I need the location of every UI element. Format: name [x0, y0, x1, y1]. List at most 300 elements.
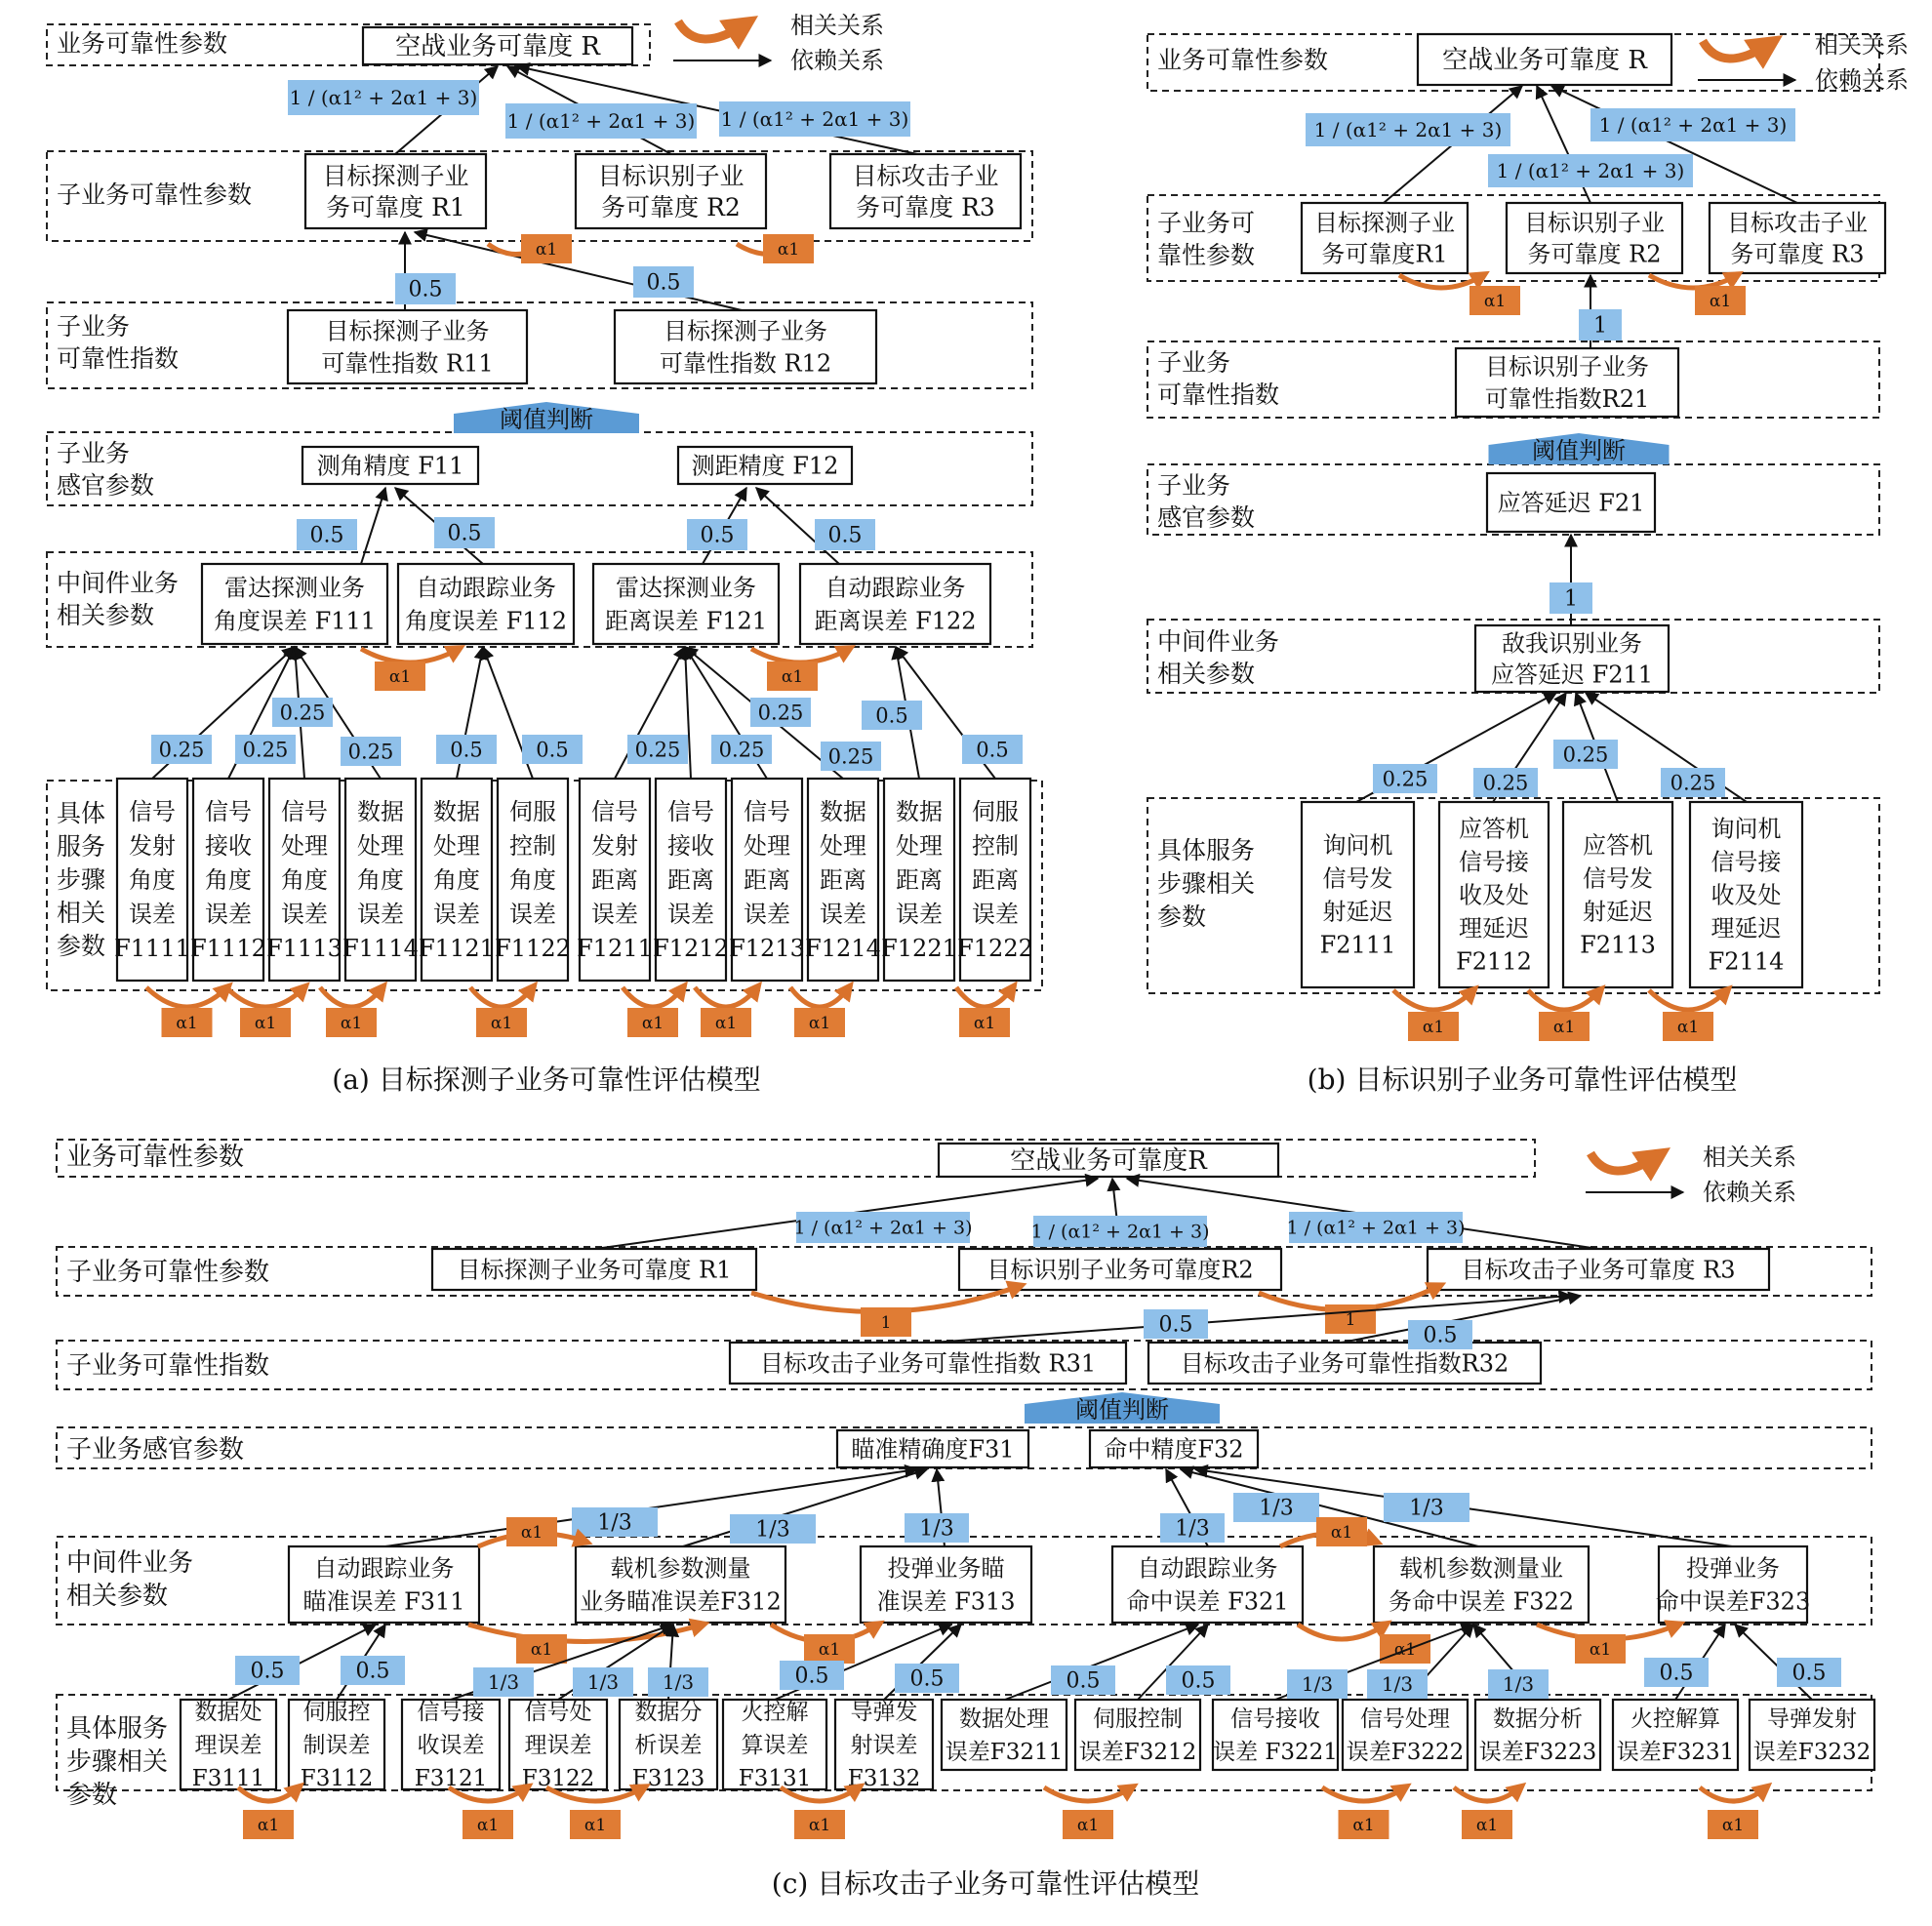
alpha-tag-text: α1 [781, 667, 804, 687]
service-step-node-text: F1214 [805, 934, 881, 962]
service-step-node-text: 理延迟 [1459, 914, 1529, 943]
panel-c-attack-model [57, 1140, 1874, 1900]
weight-third-text: 1/3 [755, 1517, 790, 1543]
weight-half-text: 0.5 [408, 277, 443, 302]
service-step-node-text: 收及处 [1459, 881, 1529, 909]
legend-dependency-label: 依赖关系 [790, 47, 884, 74]
sub-reliability-node-text: 务可靠度 R2 [601, 192, 741, 221]
weight-quarter-text: 0.25 [279, 701, 326, 725]
service-step-node-text: 误差F3232 [1752, 1740, 1872, 1766]
alpha-tag-text: α1 [254, 1014, 277, 1033]
alpha-tag-text: α1 [973, 1014, 996, 1033]
service-step-node-text: F2111 [1319, 931, 1396, 959]
service-step-node-text: 角度 [281, 865, 328, 894]
service-step-node-text: 误差 [591, 900, 638, 928]
sub-reliability-node-text: 目标探测子业务可靠度 R1 [457, 1256, 732, 1284]
service-step-node-text: 数据 [357, 797, 404, 825]
service-step-node-text: F1213 [729, 934, 805, 962]
service-step-node-text: 信号接 [1711, 848, 1782, 876]
service-step-node-text: 信号 [281, 797, 328, 825]
middleware-node-text: 自动跟踪业务 [825, 574, 966, 602]
alpha-tag-text: α1 [340, 1014, 363, 1033]
service-step-node-text: 接收 [667, 831, 714, 860]
middleware-node-text: 投弹业务瞄 [887, 1554, 1005, 1583]
alpha-tag-one-text: 1 [1345, 1310, 1356, 1330]
layer-frame [47, 302, 1032, 388]
alpha-tag-text: α1 [641, 1014, 664, 1033]
middleware-node-text: 载机参数测量 [610, 1554, 751, 1583]
service-step-node-text: F3111 [191, 1766, 265, 1792]
layer-label: 参数 [57, 932, 106, 960]
weight-half-text: 0.5 [355, 1659, 390, 1684]
weight-half-text: 0.5 [827, 523, 863, 548]
service-step-node-text: 信号发 [1322, 864, 1393, 893]
sub-reliability-node-text: 目标探测子业 [322, 161, 469, 190]
weight-half-text: 0.5 [536, 738, 569, 762]
service-step-node-text: F3123 [631, 1766, 705, 1792]
layer-label: 子业务可靠性参数 [66, 1258, 270, 1287]
service-step-node-text: F3121 [414, 1766, 488, 1792]
weight-third-text: 1/3 [597, 1510, 632, 1536]
weight-third-text: 1/3 [586, 1670, 620, 1694]
layer-label: 子业务 [1157, 348, 1231, 377]
sub-reliability-node-text: 务可靠度 R2 [1527, 240, 1662, 268]
layer-label: 可靠性指数 [57, 344, 180, 373]
service-step-node-text: 射延迟 [1322, 898, 1393, 926]
index-node-text: 可靠性指数 R12 [659, 349, 832, 378]
panel-b-identification-model [1147, 31, 1909, 1096]
weight-half-text: 0.5 [447, 521, 482, 546]
service-step-node-text: F1221 [881, 934, 957, 962]
correlation-arrow [751, 649, 849, 662]
service-step-node-text: 信号接收 [1230, 1706, 1320, 1733]
legend-correlation-label: 相关关系 [790, 12, 884, 39]
alpha-tag-text: α1 [1709, 292, 1732, 311]
service-step-node-text: 信号 [205, 797, 252, 825]
weight-half-text: 0.5 [794, 1664, 829, 1689]
sub-reliability-node-text: 目标攻击子业 [1727, 209, 1868, 237]
service-step-node-text: 处理 [820, 831, 866, 860]
panel-a-caption: (a) 目标探测子业务可靠性评估模型 [332, 1063, 761, 1096]
service-step-node-text: 发射 [591, 831, 638, 860]
alpha-tag-text: α1 [520, 1523, 543, 1543]
layer-label: 参数 [1157, 903, 1207, 931]
sub-reliability-node-text: 务可靠度 R1 [326, 192, 465, 221]
weight-half-text: 0.5 [1791, 1661, 1827, 1686]
top-node-text: 空战业务可靠度R [1010, 1146, 1207, 1177]
weight-top-text: 1 / (α1² + 2α1 + 3) [1286, 1217, 1466, 1239]
sub-reliability-node-text: 目标攻击子业 [852, 161, 999, 190]
alpha-tag-text: α1 [714, 1014, 738, 1033]
middleware-node-text: 瞄准误差 F311 [302, 1587, 465, 1616]
layer-label: 感官参数 [1157, 503, 1256, 532]
sense-node-text: 测距精度 F12 [691, 452, 839, 480]
service-step-node-text: 误差 [820, 900, 866, 928]
middleware-node-text: 应答延迟 F211 [1490, 661, 1654, 689]
middleware-node-text: 敌我识别业务 [1502, 629, 1642, 658]
sub-reliability-node-text: 务可靠度 R3 [856, 192, 995, 221]
layer-label: 中间件业务 [1157, 627, 1280, 656]
weight-one-text: 1 [1564, 586, 1578, 612]
service-step-node-text: 角度 [433, 865, 480, 894]
threshold-label: 阈值判断 [1075, 1396, 1169, 1424]
service-step-node-text: 误差 [744, 900, 790, 928]
service-step-node-text: F1113 [266, 934, 342, 962]
service-step-node-text: 导弹发射 [1767, 1706, 1857, 1733]
service-step-node-text: F1212 [653, 934, 729, 962]
service-step-node-text: F1121 [419, 934, 495, 962]
service-step-node-text: 理误差 [194, 1733, 262, 1759]
weight-quarter-text: 0.25 [347, 740, 394, 764]
threshold-label: 阈值判断 [1532, 437, 1626, 464]
service-step-node-text: F1122 [495, 934, 571, 962]
weight-third-text: 1/3 [919, 1516, 954, 1542]
index-node-text: 可靠性指数R21 [1484, 384, 1650, 413]
weight-quarter-text: 0.25 [1482, 771, 1529, 795]
alpha-tag-text: α1 [476, 1816, 500, 1835]
service-step-node-text: 信号处理 [1360, 1706, 1450, 1733]
service-step-node-text: 处理 [744, 831, 790, 860]
middleware-node-text: 雷达探测业务 [224, 574, 365, 602]
layer-label: 相关参数 [57, 601, 155, 629]
service-step-node-text: 数据分 [634, 1700, 703, 1726]
alpha-tag-text: α1 [1552, 1018, 1576, 1037]
correlation-legend-icon [678, 21, 746, 39]
layer-label: 业务可靠性参数 [57, 29, 228, 58]
service-step-node-text: 距离 [744, 865, 790, 894]
service-step-node [1563, 802, 1672, 987]
service-step-node-text: 处理 [433, 831, 480, 860]
service-step-node-text: 距离 [972, 865, 1019, 894]
layer-label: 子业务可靠性参数 [57, 181, 253, 209]
correlation-legend-icon [1590, 1153, 1659, 1171]
layer-label: 中间件业务 [57, 569, 180, 597]
layer-label: 子业务 [57, 439, 131, 467]
weight-half-text: 0.5 [646, 270, 681, 296]
service-step-node-text: 误差F3231 [1616, 1740, 1735, 1766]
layer-label: 相关 [57, 899, 106, 927]
weight-top-text: 1 / (α1² + 2α1 + 3) [793, 1217, 973, 1239]
weight-half-text: 0.5 [1181, 1668, 1216, 1694]
weight-quarter-text: 0.25 [827, 744, 874, 769]
weight-third-text: 1/3 [1301, 1672, 1334, 1696]
alpha-tag-text: α1 [1393, 1640, 1417, 1660]
layer-label: 感官参数 [57, 471, 155, 500]
service-step-node-text: F1211 [577, 934, 653, 962]
sense-node-text: 应答延迟 F21 [1497, 489, 1645, 517]
alpha-tag-text: α1 [535, 240, 558, 260]
service-step-node-text: 应答机 [1459, 815, 1529, 843]
layer-label: 业务可靠性参数 [66, 1143, 245, 1172]
service-step-node-text: F3122 [521, 1766, 595, 1792]
alpha-tag-text: α1 [1422, 1018, 1445, 1037]
weight-quarter-text: 0.25 [757, 701, 804, 725]
correlation-arrow [1298, 1625, 1386, 1639]
weight-one-text: 1 [1593, 313, 1607, 339]
service-step-node-text: 算误差 [741, 1733, 809, 1759]
service-step-node-text: 应答机 [1583, 831, 1653, 860]
legend-dependency-label: 依赖关系 [1703, 1179, 1796, 1206]
layer-label: 子业务感官参数 [66, 1435, 245, 1465]
service-step-node-text: 数据分析 [1493, 1706, 1583, 1733]
panel-b-caption: (b) 目标识别子业务可靠性评估模型 [1307, 1063, 1738, 1096]
alpha-tag-text: α1 [777, 240, 800, 260]
middleware-node-text: 自动跟踪业务 [1137, 1554, 1278, 1583]
service-step-node-text: 误差 [972, 900, 1019, 928]
weight-top-text: 1 / (α1² + 2α1 + 3) [1496, 159, 1685, 182]
sense-node-text: 瞄准精确度F31 [851, 1435, 1015, 1464]
alpha-tag-text: α1 [176, 1014, 198, 1033]
service-step-node-text: F2112 [1456, 947, 1532, 976]
middleware-node-text: 雷达探测业务 [616, 574, 756, 602]
service-step-node-text: 数据 [433, 797, 480, 825]
sub-reliability-node-text: 目标探测子业 [1314, 209, 1455, 237]
alpha-tag-text: α1 [1330, 1523, 1353, 1543]
dependency-edge [361, 488, 385, 564]
service-step-node-text: 数据 [820, 797, 866, 825]
service-step-node-text: 理误差 [524, 1733, 592, 1759]
sub-reliability-node-text: 目标攻击子业务可靠度 R3 [1461, 1256, 1736, 1284]
middleware-node-text: 命中误差 F321 [1126, 1587, 1289, 1616]
service-step-node-text: 信号 [591, 797, 638, 825]
service-step-node-text: 距离 [591, 865, 638, 894]
alpha-tag-text: α1 [1721, 1816, 1745, 1835]
weight-half-text: 0.5 [909, 1666, 945, 1692]
layer-label: 具体服务 [1157, 836, 1256, 864]
alpha-tag-text: α1 [1589, 1640, 1612, 1660]
layer-label: 参数 [66, 1781, 118, 1810]
alpha-tag-text: α1 [1076, 1816, 1100, 1835]
sub-reliability-node-text: 目标识别子业务可靠度R2 [986, 1256, 1254, 1284]
weight-half-text: 0.5 [1066, 1668, 1101, 1694]
service-step-node-text: 信号发 [1583, 864, 1653, 893]
service-step-node-text: 询问机 [1322, 831, 1393, 860]
dependency-edge [932, 1296, 1571, 1343]
service-step-node-text: 信号接 [417, 1700, 485, 1726]
service-step-node-text: 误差 [896, 900, 943, 928]
sub-reliability-node-text: 目标识别子业 [597, 161, 745, 190]
layer-frame [47, 432, 1032, 505]
weight-top-text: 1 / (α1² + 2α1 + 3) [1030, 1221, 1210, 1243]
service-step-node-text: 信号 [667, 797, 714, 825]
weight-third-text: 1/3 [1259, 1496, 1294, 1521]
service-step-node-text: 伺服 [509, 797, 556, 825]
service-step-node-text: 控制 [509, 831, 556, 860]
service-step-node-text: 信号处 [524, 1700, 592, 1726]
index-node-text: 目标探测子业务 [664, 317, 827, 345]
layer-label: 相关参数 [66, 1582, 169, 1611]
correlation-arrow [361, 649, 459, 662]
index-node-text: 目标攻击子业务可靠性指数 R31 [759, 1349, 1097, 1378]
weight-half-text: 0.5 [309, 523, 344, 548]
index-node-text: 目标探测子业务 [325, 317, 490, 345]
middleware-node-text: 务命中误差 F322 [1388, 1587, 1575, 1616]
layer-label: 靠性参数 [1157, 241, 1256, 269]
service-step-node-text: 距离 [667, 865, 714, 894]
service-step-node-text: 导弹发 [850, 1700, 918, 1726]
service-step-node-text: 角度 [509, 865, 556, 894]
service-step-node-text: F1222 [957, 934, 1033, 962]
layer-label: 子业务 [1157, 471, 1231, 500]
layer-label: 服务 [57, 832, 106, 861]
weight-top-text: 1 / (α1² + 2α1 + 3) [1313, 118, 1503, 141]
service-step-node-text: 射误差 [850, 1733, 918, 1759]
service-step-node-text: 收及处 [1711, 881, 1782, 909]
service-step-node-text: F1111 [114, 934, 190, 962]
weight-third-text: 1/3 [662, 1670, 695, 1694]
service-step-node-text: 理延迟 [1711, 914, 1782, 943]
service-step-node-text: 射延迟 [1583, 898, 1653, 926]
service-step-node-text: 伺服 [972, 797, 1019, 825]
panel-c-caption: (c) 目标攻击子业务可靠性评估模型 [771, 1867, 1200, 1900]
service-step-node-text: 数据处 [194, 1700, 262, 1726]
service-step-node-text: 处理 [896, 831, 943, 860]
service-step-node-text: 信号接 [1459, 848, 1529, 876]
service-step-node-text: 距离 [820, 865, 866, 894]
middleware-node-text: 距离误差 F121 [604, 607, 768, 635]
alpha-tag-text: α1 [1352, 1816, 1375, 1835]
layer-label: 相关参数 [1157, 660, 1256, 688]
service-step-node-text: 数据 [896, 797, 943, 825]
service-step-node-text: 角度 [205, 865, 252, 894]
weight-quarter-text: 0.25 [158, 738, 205, 762]
middleware-node-text: 角度误差 F112 [404, 607, 568, 635]
service-step-node-text: 误差 [281, 900, 328, 928]
service-step-node-text: 接收 [205, 831, 252, 860]
weight-half-text: 0.5 [1659, 1661, 1694, 1686]
index-node-text: 目标识别子业务 [1485, 352, 1649, 381]
service-step-node-text: 伺服控 [302, 1700, 371, 1726]
sub-reliability-node-text: 务可靠度 R3 [1730, 240, 1865, 268]
layer-label: 具体 [57, 799, 106, 827]
layer-frame [57, 1140, 1535, 1177]
service-step-node-text: 控制 [972, 831, 1019, 860]
service-step-node-text: 角度 [357, 865, 404, 894]
service-step-node-text: 误差 [667, 900, 714, 928]
middleware-node-text: 角度误差 F111 [213, 607, 377, 635]
layer-label: 可靠性指数 [1157, 381, 1280, 409]
weight-third-text: 1/3 [487, 1670, 520, 1694]
legend-correlation-label: 相关关系 [1703, 1144, 1796, 1171]
layer-label: 步骤相关 [66, 1747, 169, 1777]
layer-label: 子业务可靠性指数 [66, 1351, 270, 1381]
weight-half-text: 0.5 [976, 738, 1009, 762]
layer-label: 子业务 [57, 312, 131, 341]
service-step-node-text: 信号 [744, 797, 790, 825]
service-step-node-text: F2114 [1708, 947, 1785, 976]
alpha-tag-one-text: 1 [880, 1313, 892, 1333]
legend-correlation-label: 相关关系 [1815, 31, 1909, 59]
service-step-node-text: 询问机 [1711, 815, 1782, 843]
service-step-node-text: 误差F3212 [1078, 1740, 1197, 1766]
weight-half-text: 0.5 [1423, 1323, 1458, 1348]
service-step-node-text: 误差 [129, 900, 176, 928]
alpha-tag-text: α1 [388, 667, 412, 687]
service-step-node-text: 信号 [129, 797, 176, 825]
middleware-node-text: 载机参数测量业 [1399, 1554, 1563, 1583]
weight-half-text: 0.5 [1158, 1312, 1193, 1338]
service-step-node-text: 误差 [509, 900, 556, 928]
service-step-node-text: 误差F3211 [945, 1740, 1064, 1766]
service-step-node-text: 误差F3223 [1478, 1740, 1597, 1766]
index-node-text: 目标攻击子业务可靠性指数R32 [1180, 1349, 1509, 1378]
top-node-text: 空战业务可靠度 R [1442, 46, 1647, 76]
weight-third-text: 1/3 [1409, 1496, 1444, 1521]
weight-half-text: 0.5 [250, 1659, 285, 1684]
sub-reliability-node-text: 务可靠度R1 [1321, 240, 1448, 268]
middleware-node-text: 业务瞄准误差F312 [580, 1587, 782, 1616]
service-step-node-text: F1114 [342, 934, 419, 962]
weight-half-text: 0.5 [700, 523, 735, 548]
sub-reliability-node-text: 目标识别子业 [1524, 209, 1665, 237]
index-node-text: 可靠性指数 R11 [321, 349, 494, 378]
layer-label: 步骤 [57, 865, 106, 894]
service-step-node-text: 误差 [205, 900, 252, 928]
service-step-node-text: F1112 [190, 934, 266, 962]
service-step-node-text: 数据处理 [959, 1706, 1049, 1733]
weight-quarter-text: 0.25 [634, 738, 681, 762]
middleware-node-text: 投弹业务 [1686, 1554, 1780, 1583]
service-step-node-text: 距离 [896, 865, 943, 894]
service-step-node-text: 角度 [129, 865, 176, 894]
weight-top-text: 1 / (α1² + 2α1 + 3) [506, 109, 696, 133]
weight-third-text: 1/3 [1502, 1672, 1535, 1696]
service-step-node-text: 处理 [357, 831, 404, 860]
weight-quarter-text: 0.25 [1670, 771, 1716, 795]
weight-top-text: 1 / (α1² + 2α1 + 3) [1598, 113, 1788, 137]
weight-third-text: 1/3 [1381, 1672, 1414, 1696]
service-step-node-text: 火控解 [741, 1700, 809, 1726]
layer-label: 子业务可 [1157, 209, 1256, 237]
legend-dependency-label: 依赖关系 [1815, 66, 1909, 94]
alpha-tag-text: α1 [808, 1816, 831, 1835]
alpha-tag-text: α1 [808, 1014, 831, 1033]
middleware-node-text: 自动跟踪业务 [313, 1554, 455, 1583]
alpha-tag-text: α1 [257, 1816, 280, 1835]
service-step-node-text: 误差 F3221 [1213, 1740, 1338, 1766]
alpha-tag-text: α1 [818, 1640, 841, 1660]
weight-quarter-text: 0.25 [1562, 742, 1609, 767]
panel-a-detection-model [47, 12, 1042, 1096]
service-step-node-text: 析误差 [634, 1733, 703, 1759]
layer-label: 步骤相关 [1157, 869, 1256, 898]
alpha-tag-text: α1 [530, 1640, 553, 1660]
weight-quarter-text: 0.25 [242, 738, 289, 762]
weight-half-text: 0.5 [450, 738, 483, 762]
correlation-legend-icon [1703, 41, 1771, 59]
layer-label: 具体服务 [66, 1714, 169, 1744]
layer-label: 中间件业务 [66, 1548, 194, 1578]
weight-quarter-text: 0.25 [1382, 767, 1429, 791]
alpha-tag-text: α1 [1676, 1018, 1700, 1037]
service-step-node-text: 伺服控制 [1093, 1706, 1183, 1733]
service-step-node-text: 误差F3222 [1346, 1740, 1465, 1766]
service-step-node [1302, 802, 1414, 987]
service-step-node-text: F3131 [738, 1766, 812, 1792]
service-step-node-text: F3112 [300, 1766, 374, 1792]
service-step-node-text: 误差 [433, 900, 480, 928]
sense-node-text: 命中精度F32 [1104, 1435, 1244, 1464]
alpha-tag-text: α1 [1483, 292, 1507, 311]
weight-top-text: 1 / (α1² + 2α1 + 3) [720, 107, 909, 131]
middleware-node-text: 距离误差 F122 [814, 607, 977, 635]
service-step-node-text: 火控解算 [1630, 1706, 1720, 1733]
service-step-node-text: 处理 [281, 831, 328, 860]
weight-third-text: 1/3 [1175, 1516, 1210, 1542]
service-step-node-text: 误差 [357, 900, 404, 928]
service-step-node-text: F2113 [1580, 931, 1656, 959]
alpha-tag-text: α1 [1475, 1816, 1499, 1835]
